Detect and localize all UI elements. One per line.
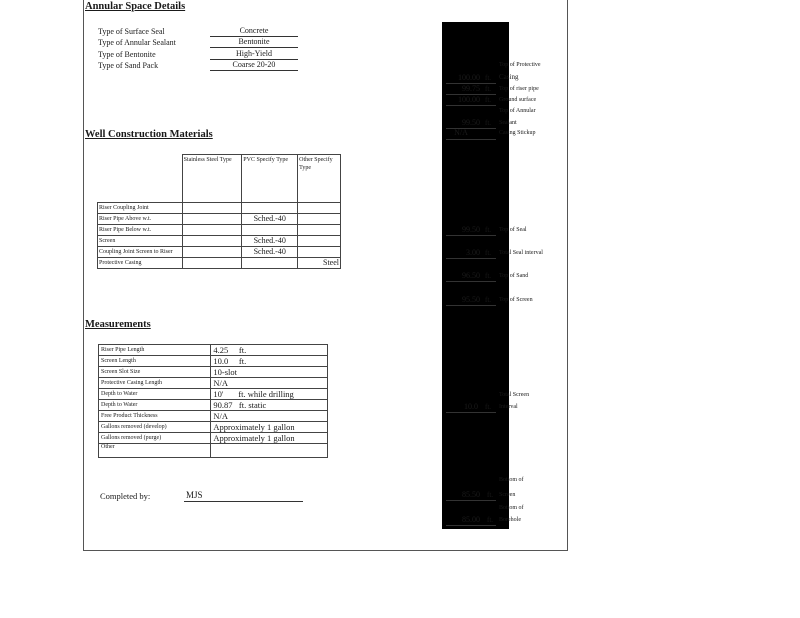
- top-annular-label-b: Sealant: [499, 120, 517, 126]
- annular-space-heading: Annular Space Details: [85, 1, 186, 12]
- wcm-row-label: Riser Pipe Above w.t.: [98, 214, 183, 225]
- top-protective-value: 100.00: [458, 73, 480, 82]
- sand-pack-value: Coarse 20-20: [210, 60, 298, 71]
- table-row: Screen Slot Size 10-slot: [99, 367, 328, 378]
- bentonite-type-label: Type of Bentonite: [98, 50, 156, 59]
- ground-surface-value: 100.00: [458, 95, 480, 104]
- completed-by-value: MJS: [184, 490, 303, 502]
- bottom-screen-label-b: Screen: [499, 492, 516, 498]
- top-annular-label-a: Top of Annular: [499, 108, 536, 114]
- table-row: [98, 203, 341, 214]
- table-row: Depth to Water 90.87 ft. static: [99, 400, 328, 411]
- well-construction-form: Annular Space Details Type of Surface Seal Concrete Type of Annular Sealant Bentonite Type of Bentonite High-Yield Type of Sand Pack Coarse 20-20 Well Construction Materials Stainless Steel Type PVC Specify Type Other Specify Type Riser Coupling Joint Riser Pipe Above w.t. Sched.-40 Riser Pipe Below w.t. Screen Sched.-40 Coupling Joint Screen to Riser Sched.-40 Protective Casing Steel Measurements Riser Pipe Length 4.25 ft. Screen Length 10.0 ft. Screen Slot Size 10-slot Protective Casing Length N/A Depth to Water 10' ft. while drilling Depth to Water 90.87 ft. static Free Product Thickness N/A Gallons removed (develop) Approximately 1 gallon Gallons removed (purge) Approximately 1 gallon Other Completed by: MJS Top of Protective 100.00 ft. Casing 99.75 ft. Top of riser pipe 100.00 ft. Ground surface Top of Annular 99.50 ft. Sealant N/A Casing Stickup 99.50 ft. Top of Seal 3.00 ft. Total Seal interval 96.50 ft. Top of Sand 95.50 ft. Top of Screen Total Screen 10.0 ft. Interval Bottom of 85.50 ft. Screen Bottom of 85.00 ft. Borehole: [83, 0, 568, 551]
- table-row: [98, 225, 341, 236]
- surface-seal-value: Concrete: [210, 26, 298, 37]
- seal-interval-label: Total Seal interval: [499, 250, 543, 256]
- top-riser-label: Top of riser pipe: [499, 86, 539, 92]
- table-row: Gallons removed (develop) Approximately 1 gallon: [99, 422, 328, 433]
- wcm-col-stainless: Stainless Steel Type: [182, 155, 242, 203]
- bottom-screen-label-a: Bottom of: [499, 477, 524, 483]
- wcm-header-row: [98, 155, 341, 203]
- top-screen-label: Top of Screen: [499, 297, 533, 303]
- bentonite-type-value: High-Yield: [210, 49, 298, 60]
- annular-sealant-value: Bentonite: [210, 37, 298, 48]
- screen-interval-label-a: Total Screen: [499, 392, 530, 398]
- bottom-borehole-label-a: Bottom of: [499, 505, 524, 511]
- table-row: Coupling Joint Screen to Riser Sched.-40: [98, 247, 341, 258]
- table-row: Riser Pipe Length 4.25 ft.: [99, 345, 328, 356]
- wcm-row-label: Screen: [98, 236, 183, 247]
- bottom-borehole-label-b: Borehole: [499, 517, 521, 523]
- wcm-col-other: Other Specify Type: [298, 155, 341, 203]
- wcm-heading: Well Construction Materials: [85, 129, 213, 140]
- top-riser-value: 99.75: [462, 84, 480, 93]
- wcm-table: [97, 154, 341, 269]
- top-screen-value: 95.50: [462, 295, 480, 304]
- top-seal-label: Top of Seal: [499, 227, 527, 233]
- wcm-row-label: Riser Pipe Below w.t.: [98, 225, 183, 236]
- measurements-table: [98, 344, 328, 458]
- wcm-col-pvc: PVC Specify Type: [242, 155, 298, 203]
- top-seal-value: 99.50: [462, 225, 480, 234]
- table-row: Riser Pipe Above w.t. Sched.-40: [98, 214, 341, 225]
- table-row: Free Product Thickness N/A: [99, 411, 328, 422]
- bottom-borehole-value: 85.00: [462, 515, 480, 524]
- table-row: Gallons removed (purge) Approximately 1 gallon: [99, 433, 328, 444]
- table-row: Depth to Water 10' ft. while drilling: [99, 389, 328, 400]
- top-sand-label: Top of Sand: [499, 273, 529, 279]
- screen-interval-value: 10.0: [464, 402, 478, 411]
- top-protective-label-a: Top of Protective: [499, 62, 541, 68]
- casing-stickup-label: Casing Stickup: [499, 130, 536, 136]
- top-annular-value: 99.50: [462, 118, 480, 127]
- sand-pack-label: Type of Sand Pack: [98, 61, 159, 70]
- ground-surface-label: Ground surface: [499, 97, 537, 103]
- measurements-heading: Measurements: [85, 319, 151, 330]
- table-row: Other: [99, 444, 328, 458]
- top-protective-label-b: Casing: [499, 73, 519, 81]
- bottom-screen-value: 85.50: [462, 490, 480, 499]
- seal-interval-value: 3.00: [466, 248, 480, 257]
- table-row: Screen Length 10.0 ft.: [99, 356, 328, 367]
- screen-interval-label-b: Interval: [499, 404, 518, 410]
- casing-stickup-value: N/A: [454, 128, 468, 137]
- top-sand-value: 96.50: [462, 271, 480, 280]
- wcm-row-label: Protective Casing: [98, 258, 183, 269]
- table-row: Screen Sched.-40: [98, 236, 341, 247]
- wcm-row-label: Coupling Joint Screen to Riser: [98, 247, 183, 258]
- wcm-row-label: Riser Coupling Joint: [98, 203, 183, 214]
- surface-seal-label: Type of Surface Seal: [98, 27, 165, 36]
- annular-sealant-label: Type of Annular Sealant: [98, 38, 176, 47]
- completed-by-label: Completed by:: [100, 491, 151, 501]
- table-row: Protective Casing Steel: [99, 258, 339, 267]
- table-row: Protective Casing Length N/A: [99, 378, 328, 389]
